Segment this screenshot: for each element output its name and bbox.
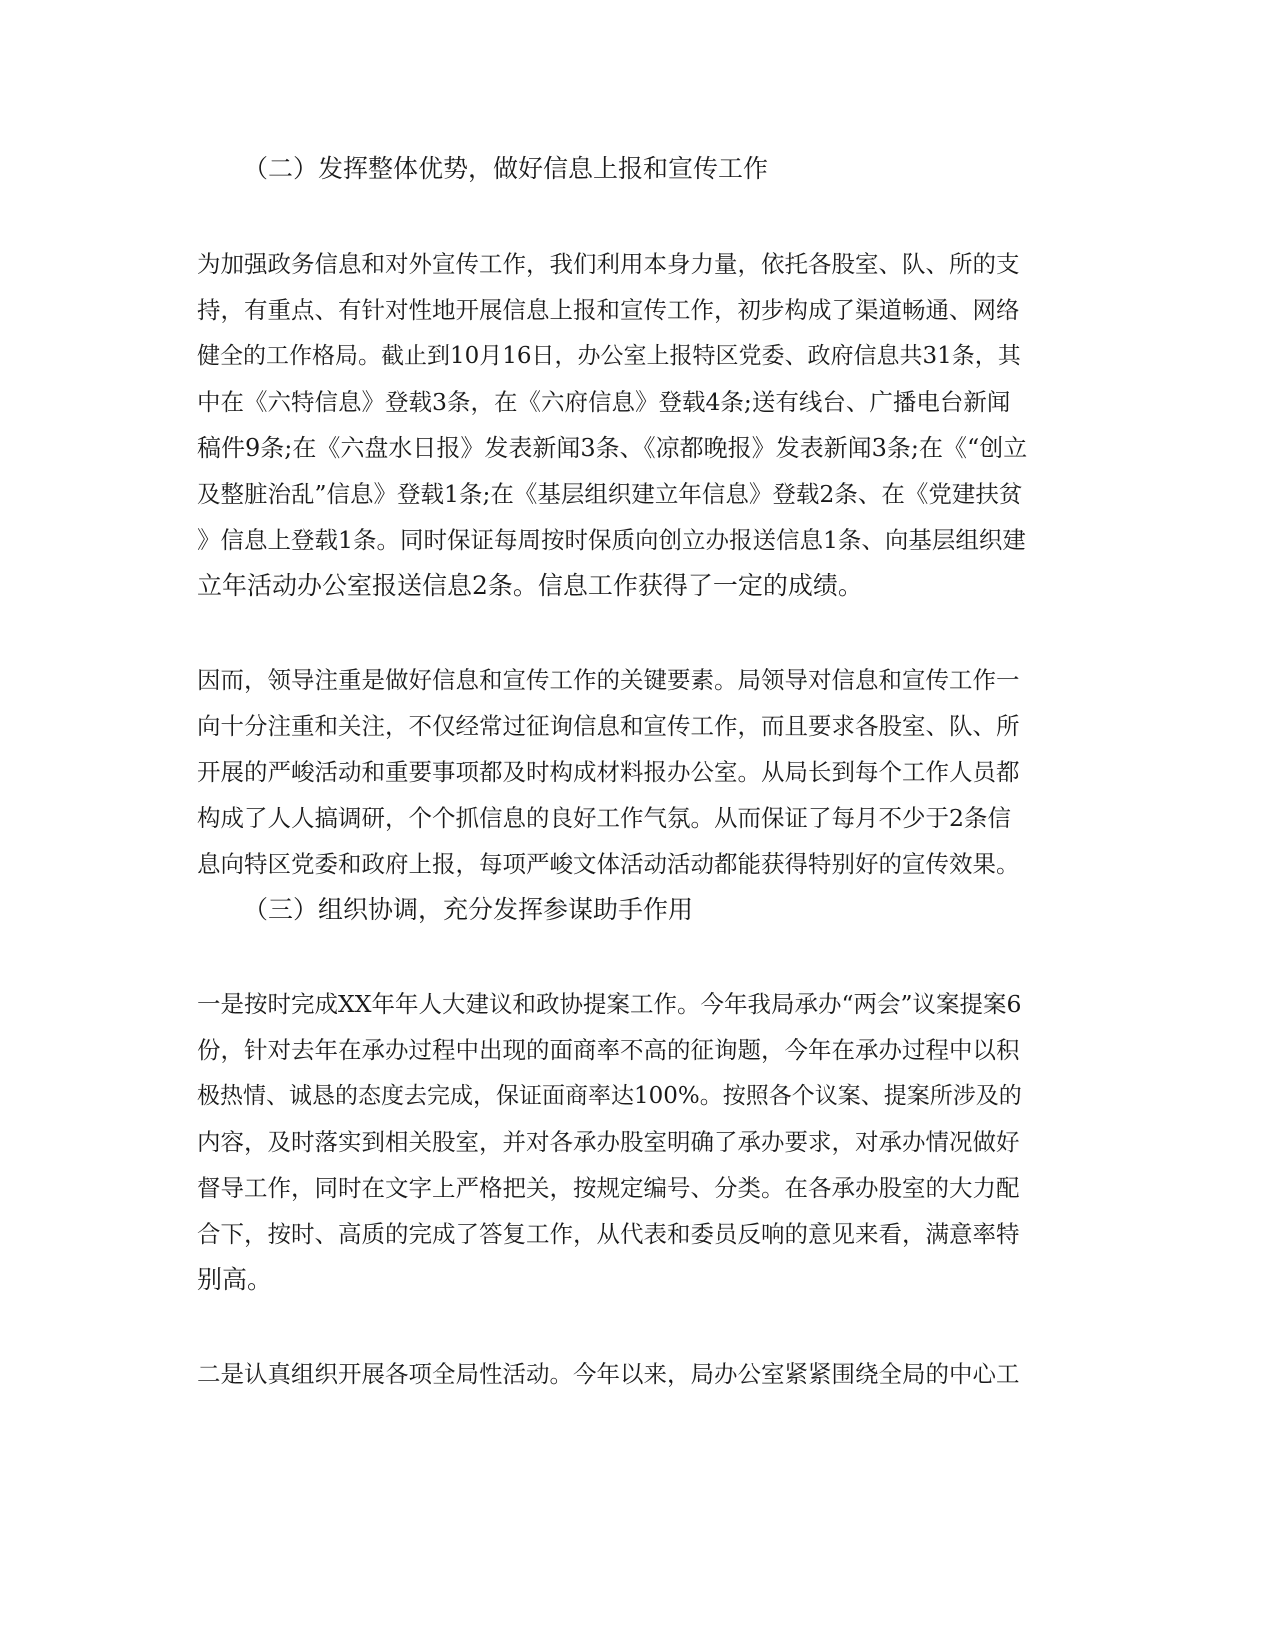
text-line: 份，针对去年在承办过程中出现的面商率不高的征询题，今年在承办过程中以积 bbox=[197, 1036, 1020, 1064]
text-line: 》信息上登载1条。同时保证每周按时保质向创立办报送信息1条、向基层组织建 bbox=[197, 526, 1026, 554]
text-line: 极热情、诚恳的态度去完成，保证面商率达100%。按照各个议案、提案所涉及的 bbox=[197, 1083, 1022, 1109]
text-line: 健全的工作格局。截止到10月16日，办公室上报特区党委、政府信息共31条，其 bbox=[197, 343, 1021, 369]
text-line: 向十分注重和关注，不仅经常过征询信息和宣传工作，而且要求各股室、队、所 bbox=[197, 712, 1020, 740]
text-line: 开展的严峻活动和重要事项都及时构成材料报办公室。从局长到每个工作人员都 bbox=[197, 758, 1020, 786]
text-line: 立年活动办公室报送信息2条。信息工作获得了一定的成绩。 bbox=[197, 571, 863, 600]
text-line: 中在《六特信息》登载3条，在《六府信息》登载4条;送有线台、广播电台新闻 bbox=[197, 388, 1011, 416]
text-line: 构成了人人搞调研，个个抓信息的良好工作气氛。从而保证了每月不少于2条信 bbox=[197, 804, 1011, 832]
text-line: 一是按时完成XX年年人大建议和政协提案工作。今年我局承办“两会”议案提案6 bbox=[197, 990, 1022, 1018]
text-line: 稿件9条;在《六盘水日报》发表新闻3条、《凉都晚报》发表新闻3条;在《“创立 bbox=[197, 434, 1028, 462]
text-line: 督导工作，同时在文字上严格把关，按规定编号、分类。在各承办股室的大力配 bbox=[197, 1174, 1020, 1202]
text-line: 持，有重点、有针对性地开展信息上报和宣传工作，初步构成了渠道畅通、网络 bbox=[197, 296, 1020, 324]
text-line: 为加强政务信息和对外宣传工作，我们利用本身力量，依托各股室、队、所的支 bbox=[197, 250, 1020, 278]
text-line: 内容，及时落实到相关股室，并对各承办股室明确了承办要求，对承办情况做好 bbox=[197, 1128, 1020, 1156]
text-line: 合下，按时、高质的完成了答复工作，从代表和委员反响的意见来看，满意率特 bbox=[197, 1220, 1020, 1248]
text-line: 因而，领导注重是做好信息和宣传工作的关键要素。局领导对信息和宣传工作一 bbox=[197, 666, 1020, 694]
text-line: 二是认真组织开展各项全局性活动。今年以来，局办公室紧紧围绕全局的中心工 bbox=[197, 1360, 1020, 1388]
text-line: 及整脏治乱”信息》登载1条;在《基层组织建立年信息》登载2条、在《党建扶贫 bbox=[197, 480, 1023, 508]
text-line: 息向特区党委和政府上报，每项严峻文体活动活动都能获得特别好的宣传效果。 bbox=[197, 850, 1020, 878]
section-heading-2: （二）发挥整体优势，做好信息上报和宣传工作 bbox=[243, 154, 769, 183]
text-line: 别高。 bbox=[197, 1265, 273, 1294]
section-heading-3: （三）组织协调，充分发挥参谋助手作用 bbox=[243, 895, 694, 924]
